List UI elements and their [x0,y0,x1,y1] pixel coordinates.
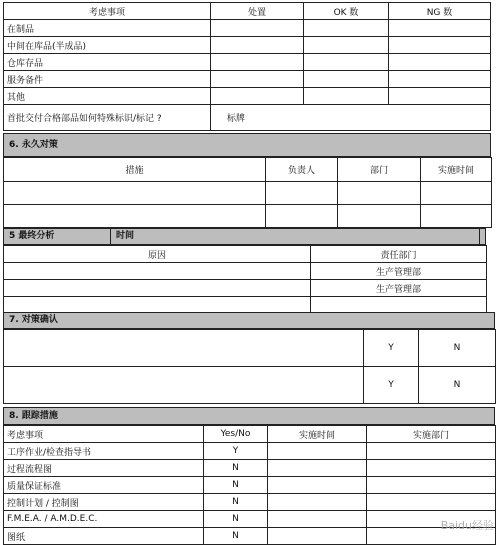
time-cell[interactable] [268,477,367,494]
department-cell[interactable] [338,182,421,205]
time-cell[interactable] [268,443,367,460]
table-row [4,528,496,545]
header-ng-count: NG 数 [389,3,491,20]
ng-cell[interactable] [389,20,491,37]
cause-cell[interactable] [4,263,311,280]
table-row [4,494,496,511]
table-row [4,263,487,280]
header-implement-dept: 实施部门 [367,426,496,443]
yes-no-cell[interactable]: N [204,528,268,545]
first-batch-value[interactable]: 标牌 [211,105,491,131]
header-yes-no: Yes/No [204,426,268,443]
section-5-right-edge [480,228,486,245]
dept-cell[interactable] [367,443,496,460]
ok-cell[interactable] [304,54,389,71]
table-row [4,443,496,460]
dept-cell[interactable] [367,477,496,494]
table-row [4,20,491,37]
cause-cell[interactable] [4,280,311,297]
ng-cell[interactable] [389,37,491,54]
table-row [4,477,496,494]
no-cell[interactable]: N [419,330,496,367]
table-row [4,367,496,404]
disposal-cell[interactable] [211,88,304,105]
section-5-table [3,245,487,314]
measure-cell[interactable] [4,205,266,228]
item-label: 质量保证标准 [4,477,204,494]
row-label: 服务备件 [4,71,211,88]
ok-cell[interactable] [304,71,389,88]
header-department: 部门 [338,158,421,182]
header-consideration: 考虑事项 [4,3,211,20]
header-cause: 原因 [4,246,311,263]
header-ok-count: OK 数 [304,3,389,20]
section-6-header: 6. 永久对策 [3,133,491,157]
header-implement-time: 实施时间 [421,158,492,182]
dept-cell[interactable] [367,460,496,477]
item-label: 过程流程图 [4,460,204,477]
header-consideration: 考虑事项 [4,426,204,443]
header-owner: 负责人 [266,158,338,182]
row-label: 其他 [4,88,211,105]
yes-no-cell[interactable]: N [204,477,268,494]
row-label: 在制品 [4,20,211,37]
header-measure: 措施 [4,158,266,182]
table-row [4,88,491,105]
responsible-dept-cell[interactable]: 生产管理部 [311,263,487,280]
row-label: 中间在库品(半成品) [4,37,211,54]
table-row [4,71,491,88]
measure-cell[interactable] [4,182,266,205]
time-cell[interactable] [268,494,367,511]
confirmation-cell[interactable] [4,367,364,404]
dept-cell[interactable] [367,494,496,511]
section-6-table [3,157,492,228]
section-7-header: 7. 对策确认 [3,312,495,329]
table-row [4,280,487,297]
header-disposal: 处置 [211,3,304,20]
owner-cell[interactable] [266,182,338,205]
disposition-table [3,2,491,131]
disposal-cell[interactable] [211,71,304,88]
ng-cell[interactable] [389,88,491,105]
ok-cell[interactable] [304,88,389,105]
table-row [4,460,496,477]
time-cell[interactable] [268,528,367,545]
disposal-cell[interactable] [211,37,304,54]
table-row [4,205,492,228]
table-row [4,511,496,528]
disposal-cell[interactable] [211,20,304,37]
row-label: 仓库存品 [4,54,211,71]
section-8-header: 8. 跟踪措施 [3,407,495,425]
section-5-time-label: 时间 [116,231,135,241]
table-header-row [4,246,487,263]
header-implement-time: 实施时间 [268,426,367,443]
owner-cell[interactable] [266,205,338,228]
table-header-row [4,158,492,182]
responsible-dept-cell[interactable] [311,297,487,314]
yes-no-cell[interactable]: N [204,494,268,511]
section-7-table [3,329,496,404]
item-label: F.M.E.A. / A.M.D.E.C. [4,511,204,528]
yes-no-cell[interactable]: N [204,511,268,528]
ng-cell[interactable] [389,71,491,88]
time-cell[interactable] [421,205,492,228]
department-cell[interactable] [338,205,421,228]
table-row [4,297,487,314]
section-8-table [3,425,496,545]
item-label: 工序作业/检查指导书 [4,443,204,460]
header-responsible-dept: 责任部门 [311,246,487,263]
item-label: 图纸 [4,528,204,545]
time-cell[interactable] [268,511,367,528]
time-cell[interactable] [268,460,367,477]
yes-cell[interactable]: Y [364,330,419,367]
yes-no-cell[interactable]: Y [204,443,268,460]
watermark: Baidu经验 [440,519,494,532]
time-cell[interactable] [421,182,492,205]
item-label: 控制计划 / 控制图 [4,494,204,511]
ok-cell[interactable] [304,20,389,37]
cause-cell[interactable] [4,297,311,314]
section-5-title: 5 最终分析 [9,231,55,241]
table-header-row [4,3,491,20]
ng-cell[interactable] [389,54,491,71]
section-5-header [3,228,111,245]
table-row [4,182,492,205]
ok-cell[interactable] [304,37,389,54]
yes-cell[interactable]: Y [364,367,419,404]
responsible-dept-cell[interactable]: 生产管理部 [311,280,487,297]
section-5-time-header [110,228,480,245]
first-batch-label: 首批交付合格部品如何特殊标识/标记 ? [4,105,211,131]
table-row [4,37,491,54]
first-batch-row [4,105,491,131]
disposal-cell[interactable] [211,54,304,71]
yes-no-cell[interactable]: N [204,460,268,477]
confirmation-cell[interactable] [4,330,364,367]
table-row [4,54,491,71]
table-row [4,330,496,367]
table-header-row [4,426,496,443]
no-cell[interactable]: N [419,367,496,404]
